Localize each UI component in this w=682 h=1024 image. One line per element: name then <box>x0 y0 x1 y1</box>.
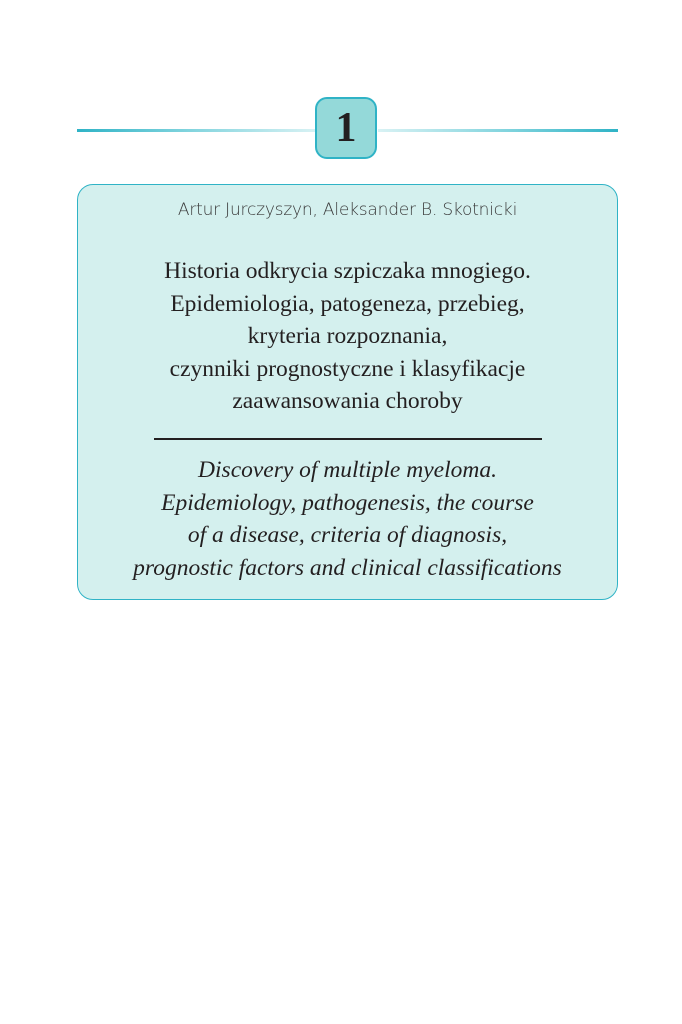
title-polish-line: zaawansowania choroby <box>232 388 463 414</box>
title-polish-line: Historia odkrycia szpiczaka mnogiego. <box>164 258 531 284</box>
chapter-number-badge <box>315 97 377 159</box>
title-english-line: Epidemiology, pathogenesis, the course <box>161 489 534 516</box>
title-divider <box>154 438 542 440</box>
title-english-line: prognostic factors and clinical classifications <box>133 554 562 581</box>
chapter-rule-left <box>77 129 317 132</box>
authors: Artur Jurczyszyn, Aleksander B. Skotnicki <box>177 200 518 220</box>
chapter-rule-right <box>378 129 618 132</box>
title-english-line: Discovery of multiple myeloma. <box>198 457 497 483</box>
title-polish-line: kryteria rozpoznania, <box>247 323 448 349</box>
title-english <box>78 454 617 584</box>
title-polish-line: czynniki prognostyczne i klasyfikacje <box>169 355 526 382</box>
title-polish-line: Epidemiologia, patogeneza, przebieg, <box>170 290 525 317</box>
title-polish <box>78 255 617 418</box>
chapter-number: 1 <box>335 105 357 151</box>
title-english-line: of a disease, criteria of diagnosis, <box>187 522 508 548</box>
chapter-title-box <box>77 184 618 600</box>
